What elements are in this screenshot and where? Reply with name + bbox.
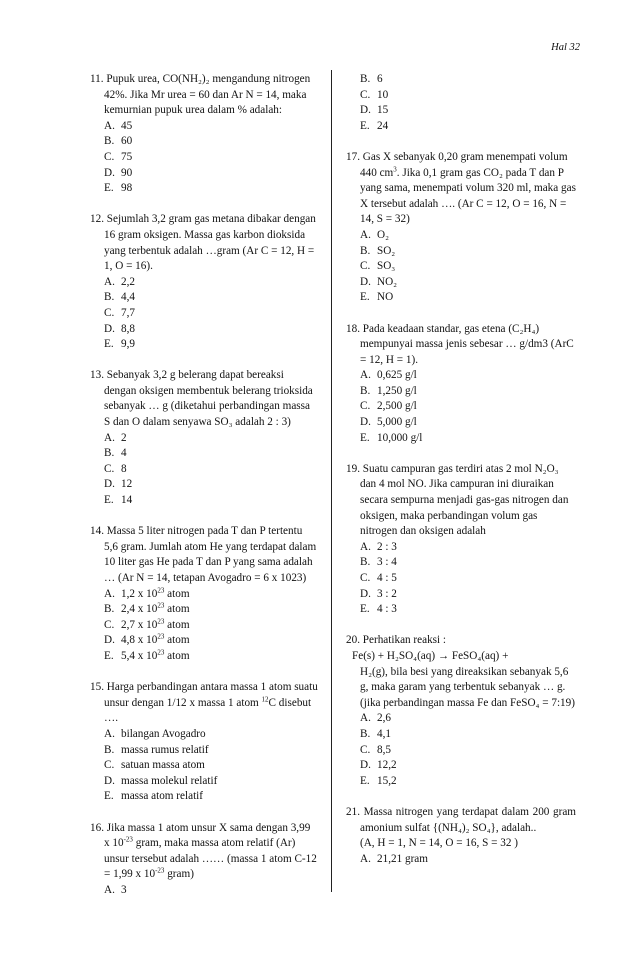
answer-option (90, 181, 318, 197)
option-text: 60 (121, 135, 133, 148)
question-atomic-masses: (A, H = 1, N = 14, O = 16, S = 32 ) (360, 837, 518, 850)
option-letter: E. (104, 182, 114, 195)
question-16-continued (346, 72, 576, 134)
answer-option (346, 571, 576, 587)
option-letter: C. (104, 618, 115, 631)
answer-option (90, 883, 318, 899)
option-letter: C. (360, 572, 371, 584)
answer-option (90, 743, 318, 759)
answer-option (90, 602, 318, 618)
option-letter: B. (360, 556, 371, 569)
answer-option (346, 72, 576, 88)
option-text: 9,9 (121, 338, 135, 351)
option-letter: E. (360, 774, 370, 787)
option-text: O₂ (377, 228, 389, 241)
option-letter: A. (360, 712, 371, 725)
option-text: 3 : 2 (377, 587, 397, 600)
question-18 (346, 322, 576, 447)
answer-option (90, 150, 318, 166)
answer-option (346, 587, 576, 603)
options (90, 727, 318, 805)
option-text: 5,000 g/l (377, 416, 417, 429)
option-letter: D. (104, 478, 115, 491)
question-21 (346, 805, 576, 867)
option-text: bilangan Avogadro (121, 727, 206, 740)
option-letter: A. (104, 587, 115, 600)
option-text: 15 (377, 104, 389, 117)
option-text: 90 (121, 166, 133, 179)
option-text: 12,2 (377, 759, 397, 772)
answer-option (346, 540, 576, 556)
answer-option (346, 555, 576, 571)
option-text: 10,000 g/l (377, 431, 423, 444)
answer-option (90, 322, 318, 338)
option-text: 0,625 g/l (377, 369, 417, 382)
option-letter: B. (360, 73, 371, 85)
option-letter: A. (104, 883, 115, 896)
options (90, 587, 318, 665)
answer-option (346, 852, 576, 868)
question-stem: 11. Pupuk urea, CO(NH₂)₂ mengandung nitrogen 42%. Jika Mr urea = 60 dan Ar N = 14, maka kemurnian pupuk urea dalam % adalah: (90, 73, 311, 117)
option-letter: B. (104, 743, 115, 756)
option-letter: D. (360, 104, 371, 117)
left-column (90, 72, 318, 914)
answer-option (346, 368, 576, 384)
answer-option (90, 477, 318, 493)
answer-option (90, 462, 318, 478)
option-text: 8 (121, 462, 127, 475)
answer-option (90, 633, 318, 649)
option-letter: B. (104, 135, 115, 148)
option-text: 12 (121, 478, 133, 491)
option-text: 4 : 5 (377, 572, 397, 584)
option-text: massa atom relatif (121, 790, 204, 803)
option-text: 2 : 3 (377, 540, 397, 553)
answer-option (90, 789, 318, 805)
option-letter: A. (104, 275, 115, 288)
answer-option (346, 244, 576, 260)
option-text: 15,2 (377, 774, 397, 787)
options (346, 711, 576, 789)
options (346, 228, 576, 306)
question-17 (346, 150, 576, 306)
option-letter: E. (360, 431, 370, 444)
answer-option (346, 758, 576, 774)
option-letter: D. (104, 774, 115, 787)
option-text: 21,21 gram (377, 852, 428, 865)
option-text: massa molekul relatif (121, 774, 218, 787)
answer-option (346, 103, 576, 119)
option-letter: A. (104, 119, 115, 132)
options (346, 852, 576, 868)
question-16 (90, 821, 318, 899)
options (346, 368, 576, 446)
answer-option (90, 493, 318, 509)
question-stem: 14. Massa 5 liter nitrogen pada T dan P tertentu 5,6 gram. Jumlah atom He yang terdapat dalam 10 liter gas He pada T dan P yang sama adalah … (Ar N = 14, tetapan Avogadro = 6 x 1023) (90, 525, 317, 584)
answer-option (346, 711, 576, 727)
question-20 (346, 633, 576, 789)
page-number: Hal 32 (551, 42, 580, 53)
option-letter: E. (360, 291, 370, 304)
option-letter: C. (360, 400, 371, 413)
question-12 (90, 212, 318, 352)
question-stem: 21. Massa nitrogen yang terdapat dalam 200 gram amonium sulfat {(NH₄)₂ SO₄}, adalah.. (346, 805, 576, 834)
option-text: massa rumus relatif (121, 743, 209, 756)
answer-option (90, 727, 318, 743)
question-stem: 20. Perhatikan reaksi : (346, 634, 447, 647)
answer-option (90, 166, 318, 182)
option-letter: A. (104, 431, 115, 444)
option-letter: D. (360, 275, 371, 288)
option-letter: B. (360, 244, 371, 257)
option-text: SO₃ (377, 260, 396, 273)
option-letter: A. (104, 727, 115, 740)
answer-option (90, 275, 318, 291)
options (346, 72, 576, 134)
option-text: 4,4 (121, 291, 135, 304)
question-15 (90, 680, 318, 805)
answer-option (346, 228, 576, 244)
option-text: NO (377, 291, 394, 304)
answer-option (90, 774, 318, 790)
option-text: 2,6 (377, 712, 391, 725)
answer-option (90, 306, 318, 322)
answer-option (346, 384, 576, 400)
option-text: 3 (121, 883, 127, 896)
answer-option (90, 119, 318, 135)
option-letter: D. (360, 759, 371, 772)
option-letter: A. (360, 540, 371, 553)
option-letter: E. (104, 649, 114, 662)
option-text: 1,250 g/l (377, 384, 417, 397)
answer-option (346, 602, 576, 618)
answer-option (346, 743, 576, 759)
option-text: 10 (377, 88, 389, 101)
answer-option (90, 587, 318, 603)
question-14 (90, 524, 318, 664)
option-text: 2 (121, 431, 127, 444)
answer-option (90, 134, 318, 150)
question-stem: 17. Gas X sebanyak 0,20 gram menempati volum 440 $cm^3$. Jika 0,1 gram gas CO₂ pada T dan P yang sama, menempati volum 320 ml, maka gas X tersebut adalah …. (Ar C = 12, O = 16, N = 14, S = 32) (346, 150, 576, 226)
option-text: 98 (121, 182, 133, 195)
answer-option (90, 649, 318, 665)
options (90, 431, 318, 509)
reaction-equation: Fe(s) + H₂SO₄(aq) → FeSO₄(aq) + (352, 649, 509, 662)
option-text: 14 (121, 494, 133, 507)
answer-option (346, 275, 576, 291)
option-letter: E. (104, 338, 114, 351)
option-letter: D. (104, 166, 115, 179)
option-text: 2,7 x $10^{23}$ atom (121, 617, 190, 631)
option-letter: D. (360, 416, 371, 429)
option-letter: D. (104, 322, 115, 335)
answer-option (346, 290, 576, 306)
answer-option (346, 415, 576, 431)
option-letter: A. (360, 369, 371, 382)
option-text: 4 (121, 447, 127, 460)
option-text: satuan massa atom (121, 759, 205, 772)
option-letter: A. (360, 228, 371, 241)
option-letter: B. (360, 727, 371, 740)
option-text: 4 : 3 (377, 603, 397, 616)
option-letter: B. (104, 291, 115, 304)
column-divider (331, 70, 332, 892)
option-letter: B. (104, 603, 115, 616)
option-letter: D. (360, 587, 371, 600)
answer-option (90, 290, 318, 306)
option-text: 8,8 (121, 322, 135, 335)
option-letter: E. (360, 119, 370, 132)
option-letter: C. (104, 306, 115, 319)
option-text: 2,2 (121, 275, 135, 288)
option-letter: B. (104, 447, 115, 460)
question-19 (346, 462, 576, 618)
option-letter: C. (360, 88, 371, 101)
option-letter: C. (360, 260, 371, 273)
question-13 (90, 368, 318, 508)
answer-option (346, 399, 576, 415)
answer-option (346, 727, 576, 743)
question-stem: 12. Sejumlah 3,2 gram gas metana dibakar dengan 16 gram oksigen. Massa gas karbon dioksida yang terbentuk adalah …gram (Ar C = 12, H = 1, O = 16). (90, 213, 316, 273)
option-text: NO₂ (377, 275, 398, 288)
answer-option (346, 774, 576, 790)
answer-option (90, 758, 318, 774)
question-stem: 18. Pada keadaan standar, gas etena (C₂H₄) mempunyai massa jenis sebesar … g/dm3 (ArC = 12, H = 1). (346, 322, 574, 366)
option-text: 8,5 (377, 743, 391, 756)
answer-option (90, 431, 318, 447)
option-text: 2,4 x $10^{23}$ atom (121, 601, 190, 616)
option-text: 3 : 4 (377, 556, 397, 569)
options (90, 275, 318, 353)
option-letter: C. (104, 150, 115, 163)
option-letter: E. (104, 790, 114, 803)
question-stem: 19. Suatu campuran gas terdiri atas 2 mol N₂O₃ dan 4 mol NO. Jika campuran ini diuraikan secara sempurna menjadi gas-gas nitrogen dan oksigen, maka perbandingan volum gas nitrogen dan oksigen adalah (346, 462, 569, 538)
question-stem: 16. Jika massa 1 atom unsur X sama dengan 3,99 x $10^{-23}$ gram, maka massa atom relatif (Ar) unsur tersebut adalah …… (massa 1 atom C-12 = 1,99 x $10^{-23}$ gram) (90, 821, 317, 881)
question-stem: 13. Sebanyak 3,2 g belerang dapat bereaksi dengan oksigen membentuk belerang trioksida sebanyak … g (diketahui perbandingan massa S dan O dalam senyawa SO₃ adalah 2 : 3) (90, 369, 313, 429)
right-column (346, 72, 576, 883)
option-letter: E. (104, 494, 114, 507)
option-text: 2,500 g/l (377, 400, 417, 413)
answer-option (346, 119, 576, 135)
options (90, 119, 318, 197)
option-letter: B. (360, 384, 371, 397)
option-text: 6 (377, 73, 383, 85)
option-text: 75 (121, 150, 133, 163)
answer-option (90, 618, 318, 634)
option-text: 7,7 (121, 306, 135, 319)
question-11 (90, 72, 318, 197)
option-letter: D. (104, 634, 115, 647)
answer-option (346, 259, 576, 275)
answer-option (346, 431, 576, 447)
question-stem: 15. Harga perbandingan antara massa 1 atom suatu unsur dengan 1/12 x massa 1 atom $^{12}$C disebut …. (90, 681, 318, 725)
option-letter: E. (360, 603, 370, 616)
option-letter: C. (104, 759, 115, 772)
option-text: 4,1 (377, 727, 391, 740)
option-text: 45 (121, 119, 133, 132)
answer-option (90, 337, 318, 353)
option-letter: A. (360, 852, 371, 865)
answer-option (90, 446, 318, 462)
answer-option (346, 88, 576, 104)
options (346, 540, 576, 618)
option-letter: C. (360, 743, 371, 756)
option-text: 4,8 x $10^{23}$ atom (121, 632, 190, 647)
option-text: SO₂ (377, 244, 396, 257)
option-text: 24 (377, 119, 389, 132)
option-text: 1,2 x $10^{23}$ atom (121, 585, 190, 600)
option-text: 5,4 x $10^{23}$ atom (121, 648, 190, 662)
question-body: H₂(g), bila besi yang direaksikan sebanyak 5,6 g, maka garam yang terbentuk sebanyak … g. (jika perbandingan massa Fe dan FeSO₄ = 7:19) (360, 665, 575, 709)
options (90, 883, 318, 899)
option-letter: C. (104, 462, 115, 475)
